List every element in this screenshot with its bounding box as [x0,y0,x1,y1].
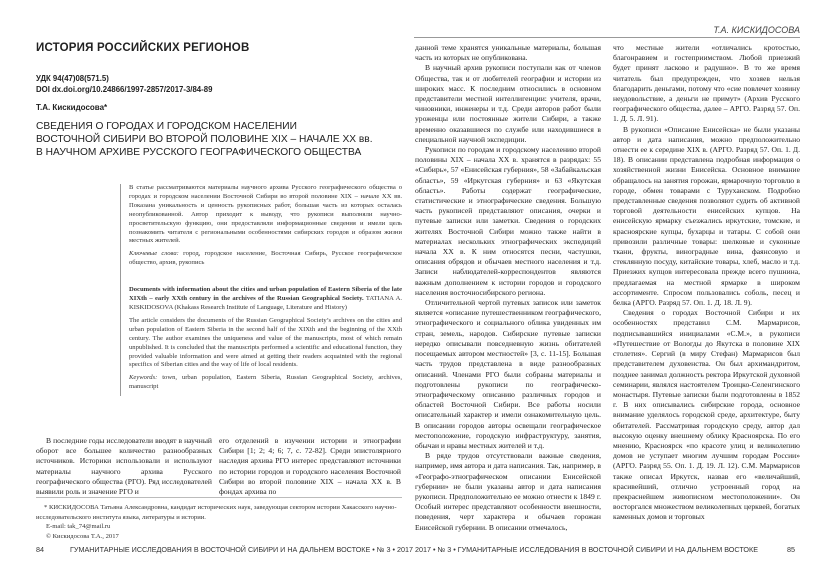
abstract-en: The article considers the documents of the Russian Geographical Society’s archives on the cities and urban population of Eastern Siberia in the second half of the XIXth and the beginning of the XXth century. The author examines the uniqueness and value of the manuscripts, most of which remain unpublished. It is concluded that the manuscripts performed a scientific and educational function, they provided valuable information and were aimed at getting their readers acquainted with the regional specifics of Siberian cities and the way of life of local residents. [129,316,402,369]
paragraph: В научный архив рукописи поступали как от членов Общества, так и от любителей географии и истории из широких масс. К последним относились в основном представители местной интеллигенции: учителя, врачи, чиновники, инженеры и т.д. Среди авторов работ были уроженцы или постоянные жители Сибири, а также временно оказавшиеся по службе или находившиеся в специальной научной экспедиции. [415,63,601,144]
page-number-right: 85 [787,545,795,554]
title-line: СВЕДЕНИЯ О ГОРОДАХ И ГОРОДСКОМ НАСЕЛЕНИИ [36,121,297,132]
abstract-block [120,184,402,396]
english-title [129,286,402,313]
paragraph: Отличительной чертой путевых записок или заметок является «описание путешественником географического, этнографического и социального облика увиденных им стран, земель, народов. Сибирские путевые записки нередко описывали повседневную жизнь обитателей посещаемых автором местностей» [3, с. 11-15]. Большая часть трудов представлена в виде разнообразных описаний. Членами РГО были собраны материалы и подготовлены рукописи по географическо-этнографическому описанию различных городов и областей Восточной Сибири. Все работы носили описательный характер и имели ознакомительную цель. В описании городов авторы освещали географическое местоположение, городскую инфраструктуру, занятия, обычаи и нравы местных жителей и т.д. [415,298,601,450]
body-column-1 [36,436,212,497]
paragraph: Рукописи по городам и городскому населению второй половины XIX – начала XX в. хранятся в разрядах: 55 «Сибирь», 57 «Енисейская губерния», 58 «Забайкальская область», 59 «Иркутская губерния» и 63 «Якутская область». Работы содержат географические, статистические и этнографические сведения. Большую часть рукописей представляют описания, очерки и путевые записки или заметки. Сведения о городских жителях Восточной Сибири можно также найти в материалах нескольких этнографических экспедиций начала XX в. К ним относятся песни, частушки, описания обрядов и обычаев местного населения и т.д. Записи наблюдателей-корреспондентов являются важным дополнением к истории городов и городского населения восточносибирского региона. [415,145,601,297]
paragraph: что местные жители «отличались кротостью, благонравием и гостеприимством. Любой приезжий будет принят ласково и радушно». В то же время читатель был предупрежден, что хозяев нельзя благодарить деньгами, потому что «сие повлечет хозяину неудовольствие, а деньги не примут» (Архив Русского географического общества, далее – АРГО. Разряд 57. Оп. 1. Д. 5. Л. 91). [613,43,800,124]
right-column-1 [415,43,601,533]
body-column-2 [219,436,401,497]
footnote-copyright: © Кискидосова Т.А., 2017 [46,532,119,540]
udk-code: УДК 94(47)08(571.5) [36,74,109,83]
paragraph: В последние годы исследователи вводят в научный оборот все большее количество разнообразных источников. Историки использовали и используют материалы научного архива Русского географического общества (РГО). Ряд исследователей выявили роль и значение РГО и [36,436,212,497]
title-en: Documents with information about the cities and urban population of Eastern Siberia of the late XIXth – early XXth century in the archives of the Russian Geographical Society. [129,286,402,303]
title-line: В НАУЧНОМ АРХИВЕ РУССКОГО ГЕОГРАФИЧЕСКОГО ОБЩЕСТВА [36,147,362,158]
keywords-ru [129,250,402,268]
paragraph: В ряде трудов отсутствовали важные сведения, например, имя автора и дата написания. Так, например, в «Географо-этнографическом описании Енисейской губернии» не были указаны автор и дата написания рукописи. Предположительно ее можно отнести к 1849 г. Особый интерес представляют особенности внешности, поведения, черт характера и обычаев горожан Енисейской губернии. В описании отмечалось, [415,451,601,532]
article-identifiers [36,73,212,95]
keywords-label: Ключевые слова: [129,250,179,258]
right-column-2 [613,43,800,523]
paragraph: данной теме хранятся уникальные материалы, большая часть из которых не опубликована. [415,43,601,63]
keywords-label: Keywords: [129,374,158,382]
running-head: Т.А. КИСКИДОСОВА [713,25,800,35]
author-name: Т.А. Кискидосова* [36,103,108,112]
paragraph: В рукописи «Описание Енисейска» не были указаны автор и дата написания, можно предположительно отнести ее к середине XIX в. (АРГО. Разряд 57. Оп. 1. Д. 18). В описании представлена подробная информация о хозяйственной жизни Енисейска. Основное внимание обращалось на занятия горожан, ярмарочную торговлю в городе, обмен товарами с Туруханском. Подробно представленные сведения позволяют судить об активной торговой деятельности енисейских купцов. На енисейскую ярмарку съезжались иркутские, томские, и красноярские купцы, бухарцы и татары. С собой они привозили различные товары: шелковые и суконные ткани, фрукты, виноградные вина, фаянсовую и стеклянную посуду, китайские товары, хлеб, масло и т.д. Приезжих купцов интересовала прежде всего пушнина, предлагаемая на местной ярмарке в широком ассортименте. Спросом пользовались соболь, песец и белка (АРГО. Разряд 57. Оп. 1. Д. 18. Л. 9). [613,124,800,308]
journal-footer-left: ГУМАНИТАРНЫЕ ИССЛЕДОВАНИЯ В ВОСТОЧНОЙ СИБИРИ И НА ДАЛЬНЕМ ВОСТОКЕ • № 3 • 2017 [70,545,413,554]
paragraph: Сведения о городах Восточной Сибири и их особенностях представил С.М. Мармарисов, подписывавшийся инициалами «С.М.», в рукописи «Путешествие от Вологды до Якутска в половине XIX столетия». Сергий (в миру Стефан) Мармарисов был представителем духовенства. Он был архимандритом, позднее занимал должность ректора Иркутской духовной семинарии, являлся настоятелем Троицко-Селенгинского монастыря. Путевые записки были подготовлены в 1852 г. В них описывались сибирские города, основное внимание уделялось городской среде, архитектуре, быту обитателей. Рассматривая городскую среду, автор дал высокую оценку внешнему облику Красноярска. По его мнению, Красноярск «по красоте улиц и великолепию домов не уступает многим лучшим городам России» (АРГО. Разряд 55. Оп. 1. Д. 19. Л. 12). С.М. Мармарисов также описал Иркутск, назвав его «величайший, красивейший, отлично устроенный город на прекраснейшем живописном местоположении». Он восторгался множеством великолепных церквей, богатых каменных домов и торговых [613,308,800,522]
paragraph: его отделений в изучении истории и этнографии Сибири [1; 2; 4; 6; 7, с. 72-82]. Среди эпистолярного наследия архива РГО интерес представляют источники по истории городов и городского населения Восточной Сибири во второй половине XIX – начала XX в. В фондах архива по [219,436,401,497]
keywords-text: town, urban population, Eastern Siberia, Russian Geographical Society, archives, manuscript [129,374,402,391]
keywords-text: город, городское население, Восточная Сибирь, Русское географическое общество, архив, рукопись [129,250,403,267]
section-heading: ИСТОРИЯ РОССИЙСКИХ РЕГИОНОВ [36,42,250,54]
journal-footer-right: 2017 • № 3 • ГУМАНИТАРНЫЕ ИССЛЕДОВАНИЯ В ВОСТОЧНОЙ СИБИРИ И НА ДАЛЬНЕМ ВОСТОКЕ [415,545,758,554]
footnote-email[interactable]: E-mail: tak_74@mail.ru [46,523,111,530]
article-title [36,120,406,159]
header-rule [414,37,800,38]
title-line: ВОСТОЧНОЙ СИБИРИ ВО ВТОРОЙ ПОЛОВИНЕ XIX – НАЧАЛЕ XX вв. [36,134,373,145]
abstract-ru: В статье рассматриваются материалы научного архива Русского географического общества о городах и городском населении Восточной Сибири во второй половине XIX – начале XX вв. Показана уникальность и ценность рукописных работ, большая часть из которых осталась неопубликованной. Автор приходит к выводу, что рукописи выполняли научно-просветительскую функцию, они предоставляли информационные сведения и имели цель познакомить читателя с региональными особенностями сибирских городов и образом жизни местных жителей. [129,184,402,245]
footnote-author: * КИСКИДОСОВА Татьяна Александровна, кандидат исторических наук, заведующая сектором истории Хакасского научно-исследовательского института языка, литературы и истории. [36,504,397,521]
doi-link[interactable]: DOI dx.doi.org/10.24866/1997-2857/2017-3/84-89 [36,85,213,94]
footnote-divider [36,497,402,498]
footnote [36,503,402,541]
page-number-left: 84 [36,545,44,554]
author-en: TATIANA A. KISKIDOSOVA (Khakass Research Institute of Language, Literature and History) [129,295,402,311]
keywords-en [129,374,402,392]
